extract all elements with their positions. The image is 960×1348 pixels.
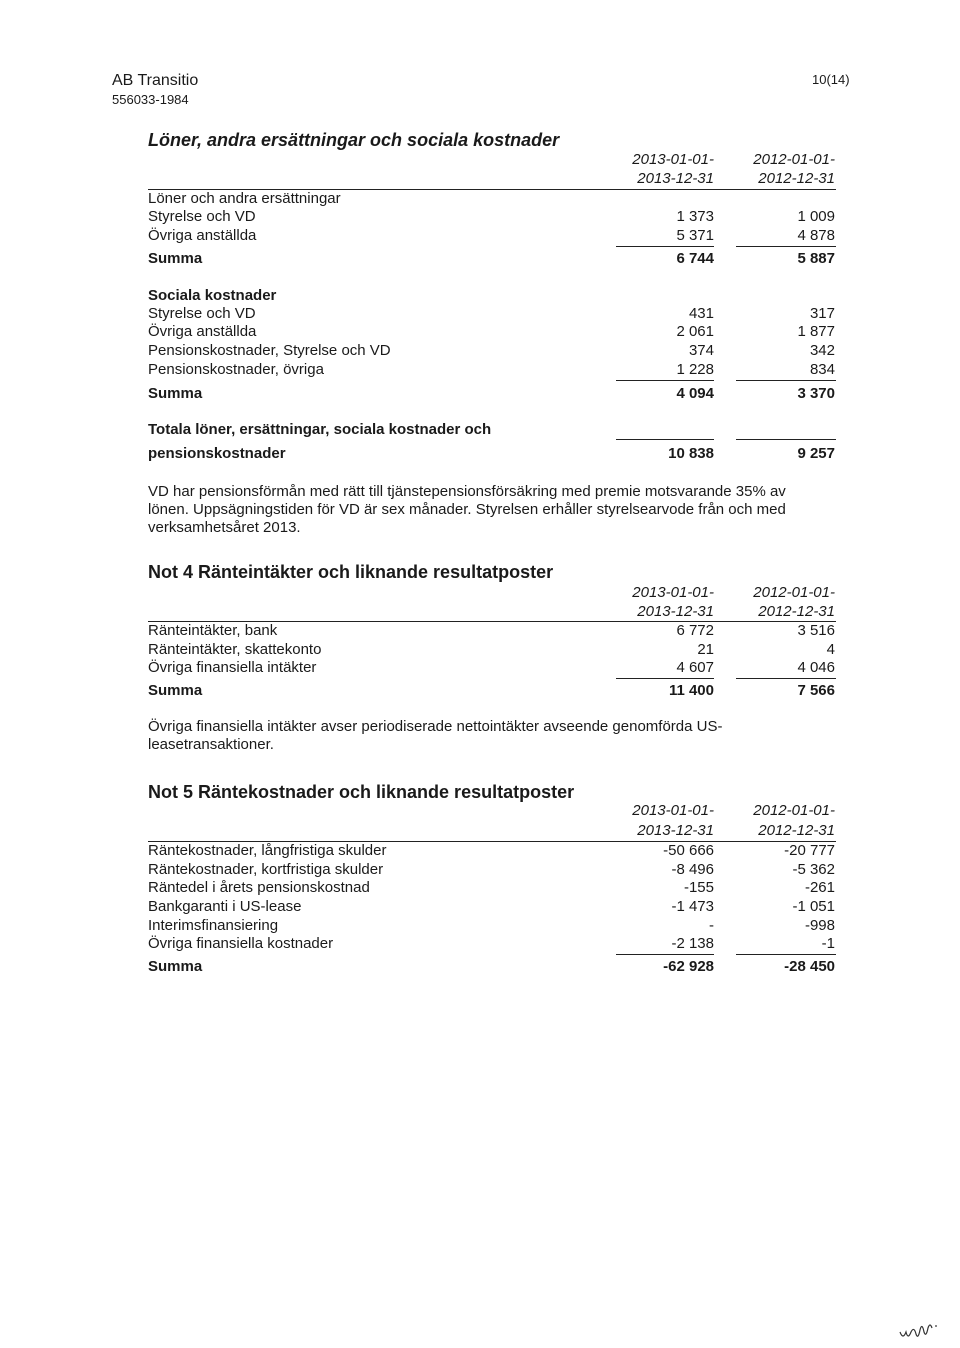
column-header-2013-line1: 2013-01-01- xyxy=(632,584,714,601)
sum-value-2012: -28 450 xyxy=(784,958,835,975)
row-value-2012: 1 877 xyxy=(797,323,835,340)
column-header-2012-line1: 2012-01-01- xyxy=(753,151,835,168)
row-value-2012: 834 xyxy=(809,361,835,378)
sum-label: Summa xyxy=(148,958,203,975)
row-value-2012: 317 xyxy=(809,305,835,322)
row-value-2013: - xyxy=(709,917,714,934)
row-value-2013: 2 061 xyxy=(676,323,714,340)
total-label-line2: pensionskostnader xyxy=(148,445,286,462)
column-header-2013-line2: 2013-12-31 xyxy=(637,603,714,620)
column-header-2013-line2: 2013-12-31 xyxy=(637,170,714,187)
row-label: Bankgaranti i US-lease xyxy=(148,898,302,915)
row-value-2012: -1 xyxy=(821,935,835,952)
row-label: Räntekostnader, långfristiga skulder xyxy=(148,842,387,859)
page-number: 10(14) xyxy=(812,72,850,87)
company-name: AB Transitio xyxy=(112,72,199,89)
row-value-2013: -50 666 xyxy=(663,842,714,859)
sum-label: Summa xyxy=(148,682,203,699)
row-label: Övriga anställda xyxy=(148,323,257,340)
column-header-2012-line1: 2012-01-01- xyxy=(753,802,835,819)
column-header-2013-line1: 2013-01-01- xyxy=(632,802,714,819)
row-value-2012: 4 xyxy=(826,641,835,658)
group-heading-sociala: Sociala kostnader xyxy=(148,287,277,304)
column-header-2012-line2: 2012-12-31 xyxy=(758,603,835,620)
row-label: Övriga finansiella intäkter xyxy=(148,659,317,676)
row-value-2012: 1 009 xyxy=(797,208,835,225)
column-header-2013-line2: 2013-12-31 xyxy=(637,822,714,839)
row-value-2012: 4 046 xyxy=(797,659,835,676)
row-label: Pensionskostnader, övriga xyxy=(148,361,324,378)
sum-value-2012: 5 887 xyxy=(797,250,835,267)
org-number: 556033-1984 xyxy=(112,92,189,107)
row-label: Ränteintäkter, bank xyxy=(148,622,278,639)
sum-label: Summa xyxy=(148,250,203,267)
row-label: Pensionskostnader, Styrelse och VD xyxy=(148,342,391,359)
row-value-2013: -8 496 xyxy=(671,861,714,878)
sum-rule xyxy=(736,678,836,679)
sum-rule xyxy=(616,380,714,381)
handwritten-initials-signature xyxy=(898,1318,942,1344)
row-value-2013: 4 607 xyxy=(676,659,714,676)
sum-value-2013: 4 094 xyxy=(676,385,714,402)
row-label: Räntekostnader, kortfristiga skulder xyxy=(148,861,384,878)
column-header-2012-line1: 2012-01-01- xyxy=(753,584,835,601)
row-label: Övriga anställda xyxy=(148,227,257,244)
row-value-2012: -1 051 xyxy=(792,898,835,915)
row-label: Interimsfinansiering xyxy=(148,917,279,934)
sum-label: Summa xyxy=(148,385,203,402)
row-value-2013: 21 xyxy=(697,641,714,658)
row-value-2012: -20 777 xyxy=(784,842,835,859)
row-value-2013: -2 138 xyxy=(671,935,714,952)
column-header-2012-line2: 2012-12-31 xyxy=(758,822,835,839)
sum-value-2013: 11 400 xyxy=(668,682,714,699)
sum-rule xyxy=(616,678,714,679)
vd-pension-note: VD har pensionsförmån med rätt till tjänstepensionsförsäkring med premie motsvarande 35% av lönen. Uppsägningstiden för VD är sex månader. Styrelsen erhåller styrelsearvode från och med verksamhetsåret 2013. xyxy=(148,483,786,536)
sum-value-2013: 6 744 xyxy=(676,250,714,267)
row-value-2013: 431 xyxy=(688,305,714,322)
group-heading-loner: Löner och andra ersättningar xyxy=(148,190,341,207)
section-title-not5: Not 5 Räntekostnader och liknande resultatposter xyxy=(148,782,575,802)
row-value-2012: -5 362 xyxy=(792,861,835,878)
sum-rule xyxy=(736,246,836,247)
row-value-2012: 3 516 xyxy=(797,622,835,639)
row-label: Övriga finansiella kostnader xyxy=(148,935,334,952)
column-header-2013-line1: 2013-01-01- xyxy=(632,151,714,168)
row-value-2013: 374 xyxy=(688,342,714,359)
column-header-2012-line2: 2012-12-31 xyxy=(758,170,835,187)
sum-rule xyxy=(736,380,836,381)
sum-value-2012: 3 370 xyxy=(797,385,835,402)
section-title-not4: Not 4 Ränteintäkter och liknande resultatposter xyxy=(148,562,554,582)
sum-rule xyxy=(616,954,714,955)
row-value-2012: -261 xyxy=(804,879,835,896)
total-value-2013: 10 838 xyxy=(668,445,714,462)
sum-rule xyxy=(736,954,836,955)
section-title-loner: Löner, andra ersättningar och sociala kostnader xyxy=(148,130,560,150)
total-rule xyxy=(736,439,836,440)
financial-income-note: Övriga finansiella intäkter avser periodiserade nettointäkter avseende genomförda US-leasetransaktioner. xyxy=(148,718,723,753)
row-value-2013: 5 371 xyxy=(676,227,714,244)
row-label: Ränteintäkter, skattekonto xyxy=(148,641,322,658)
total-label-line1: Totala löner, ersättningar, sociala kostnader och xyxy=(148,421,492,438)
sum-value-2012: 7 566 xyxy=(797,682,835,699)
row-value-2012: -998 xyxy=(804,917,835,934)
row-value-2012: 4 878 xyxy=(797,227,835,244)
total-value-2012: 9 257 xyxy=(797,445,835,462)
row-value-2013: 6 772 xyxy=(676,622,714,639)
row-value-2013: 1 373 xyxy=(676,208,714,225)
sum-value-2013: -62 928 xyxy=(663,958,714,975)
row-value-2012: 342 xyxy=(809,342,835,359)
sum-rule xyxy=(616,246,714,247)
row-label: Räntedel i årets pensionskostnad xyxy=(148,879,370,896)
row-value-2013: -1 473 xyxy=(671,898,714,915)
row-value-2013: -155 xyxy=(683,879,714,896)
row-label: Styrelse och VD xyxy=(148,208,256,225)
row-label: Styrelse och VD xyxy=(148,305,256,322)
total-rule xyxy=(616,439,714,440)
row-value-2013: 1 228 xyxy=(676,361,714,378)
